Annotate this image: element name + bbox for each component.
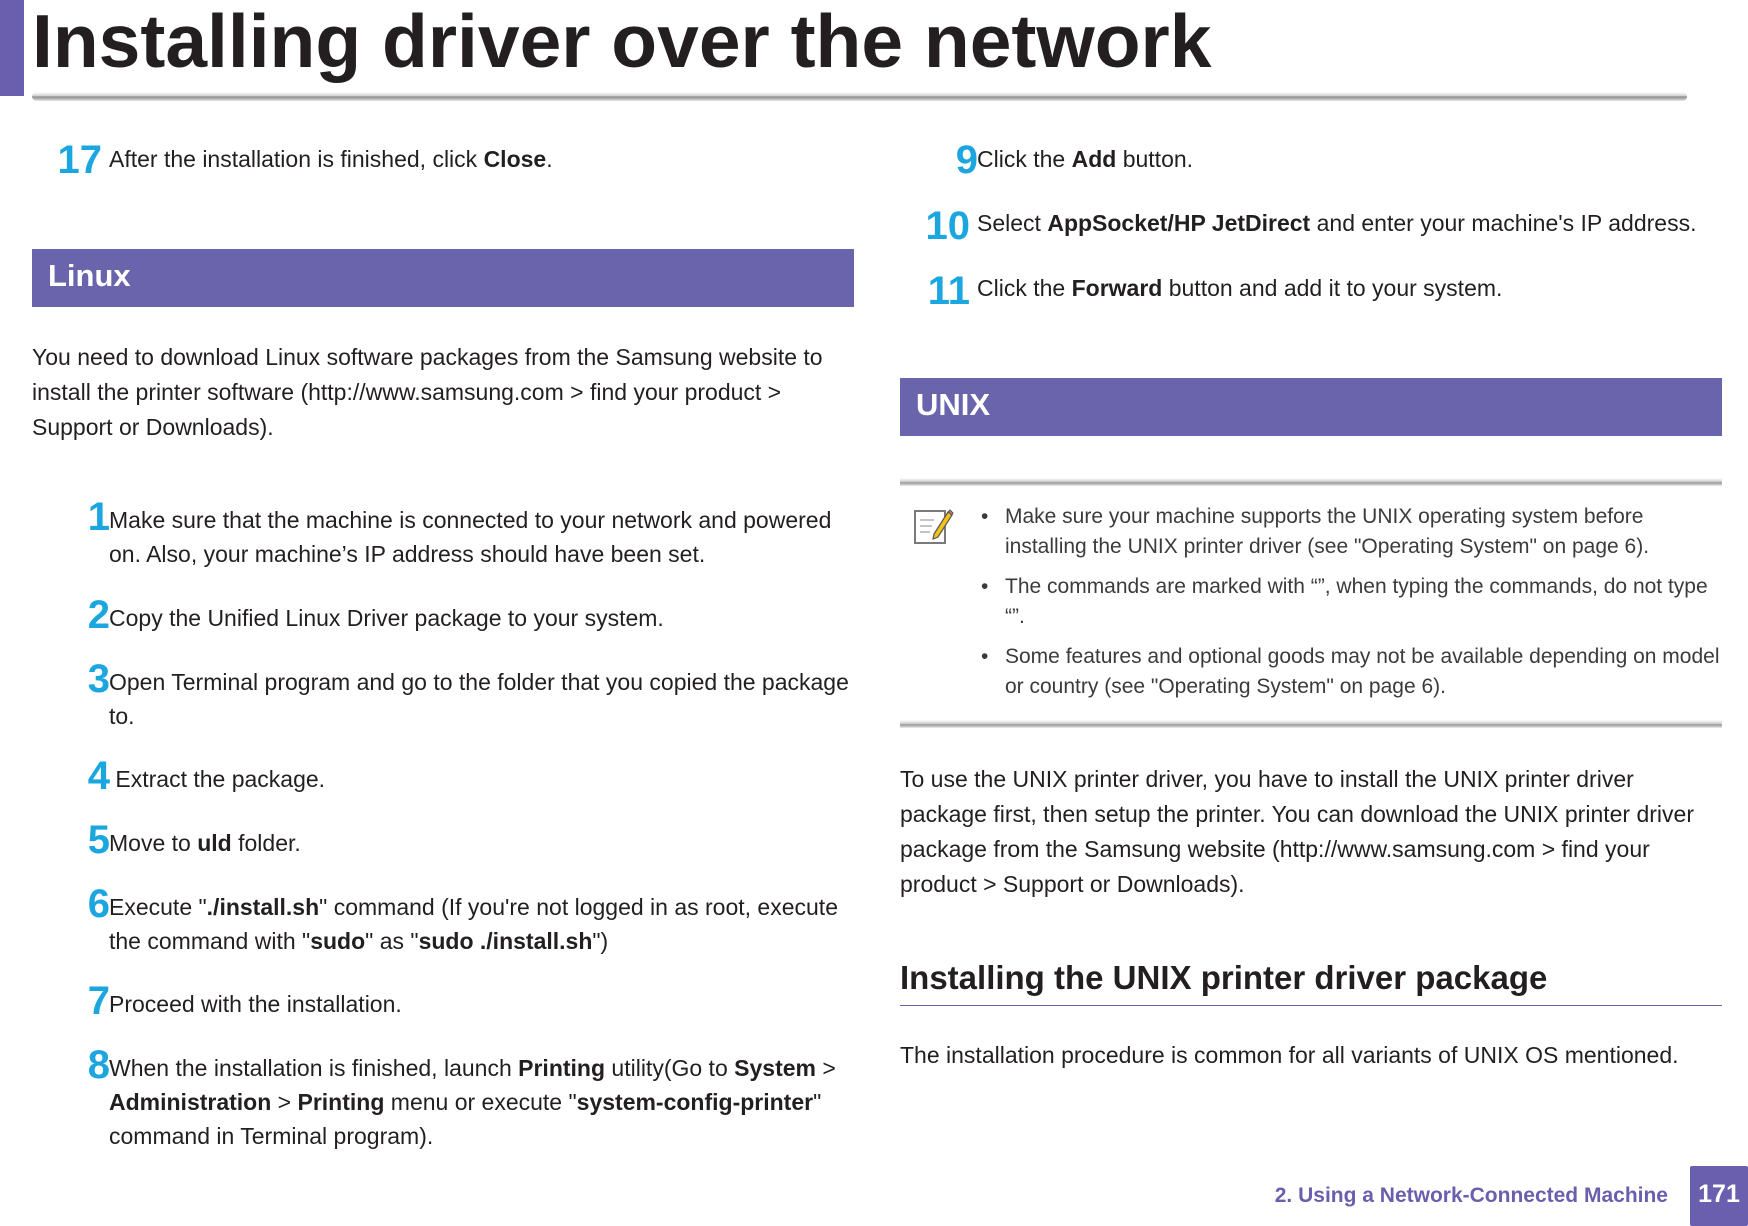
page-number: 171: [1698, 1180, 1740, 1208]
step-number: 3: [87, 657, 110, 701]
step-text: Extract the package.: [109, 766, 326, 792]
page-title: Installing driver over the network: [32, 0, 1212, 83]
page-number-badge: [1690, 1166, 1748, 1226]
note-box: [900, 478, 1722, 736]
title-divider: [32, 92, 1687, 101]
step-number: 6: [87, 882, 110, 926]
subheading-text: The installation procedure is common for all variants of UNIX OS mentioned.: [900, 1042, 1679, 1068]
note-item: • The commands are marked with “”, when typing the commands, do not type “”.: [1005, 572, 1725, 632]
pencil-note-icon: [912, 506, 954, 548]
step-number: 9: [955, 138, 978, 182]
unix-intro: To use the UNIX printer driver, you have to install the UNIX printer driver package first, then setup the printer. You can download the UNIX printer driver package from the Samsung website (http://www.samsung.com > find your product > Support or Downloads).: [900, 766, 1694, 897]
step-text: Make sure that the machine is connected to your network and powered on. Also, your machine’s IP address should have been set.: [109, 507, 832, 567]
step-number: 11: [927, 269, 970, 313]
step-text: When the installation is finished, launch Printing utility(Go to System > Administration > Printing menu or execute "system-config-printer" command in Terminal program).: [109, 1055, 836, 1149]
footer-chapter: 2. Using a Network-Connected Machine: [1274, 1184, 1668, 1207]
step-number: 7: [87, 979, 110, 1023]
note-item: • Some features and optional goods may not be available depending on model or country (see "Operating System" on page 6).: [1005, 642, 1725, 702]
step-number: 1: [87, 495, 110, 539]
step-number: 8: [87, 1043, 110, 1087]
note-bottom-rule: [900, 720, 1722, 728]
step-number: 5: [87, 818, 110, 862]
section-title: Linux: [48, 258, 131, 293]
step-number: 4: [87, 754, 110, 798]
step-text: Move to uld folder.: [109, 830, 301, 856]
linux-intro: You need to download Linux software packages from the Samsung website to install the printer software (http://www.samsung.com > find your product > Support or Downloads).: [32, 344, 823, 440]
title-accent-bar: [0, 0, 24, 96]
note-item: • Make sure your machine supports the UNIX operating system before installing the UNIX printer driver (see "Operating System" on page 6).: [1005, 502, 1725, 562]
step-text: Copy the Unified Linux Driver package to your system.: [109, 605, 664, 631]
step-text: Select AppSocket/HP JetDirect and enter your machine's IP address.: [977, 210, 1697, 236]
section-title: UNIX: [916, 387, 991, 422]
note-list: [1005, 502, 1725, 712]
step-text: After the installation is finished, click Close.: [109, 146, 553, 172]
step-text: Open Terminal program and go to the folder that you copied the package to.: [109, 669, 849, 729]
step-text: Proceed with the installation.: [109, 991, 402, 1017]
section-header-unix: [900, 378, 1722, 436]
step-text: Click the Add button.: [977, 146, 1194, 172]
step-text: Click the Forward button and add it to your system.: [977, 275, 1503, 301]
section-header-linux: [32, 249, 854, 307]
note-top-rule: [900, 478, 1722, 486]
step-text: Execute "./install.sh" command (If you're not logged in as root, execute the command with "sudo" as "sudo ./install.sh"): [109, 894, 838, 954]
subheading: Installing the UNIX printer driver package: [900, 959, 1722, 1006]
step-number: 17: [57, 138, 102, 182]
step-number: 2: [87, 593, 110, 637]
step-number: 10: [925, 204, 970, 248]
